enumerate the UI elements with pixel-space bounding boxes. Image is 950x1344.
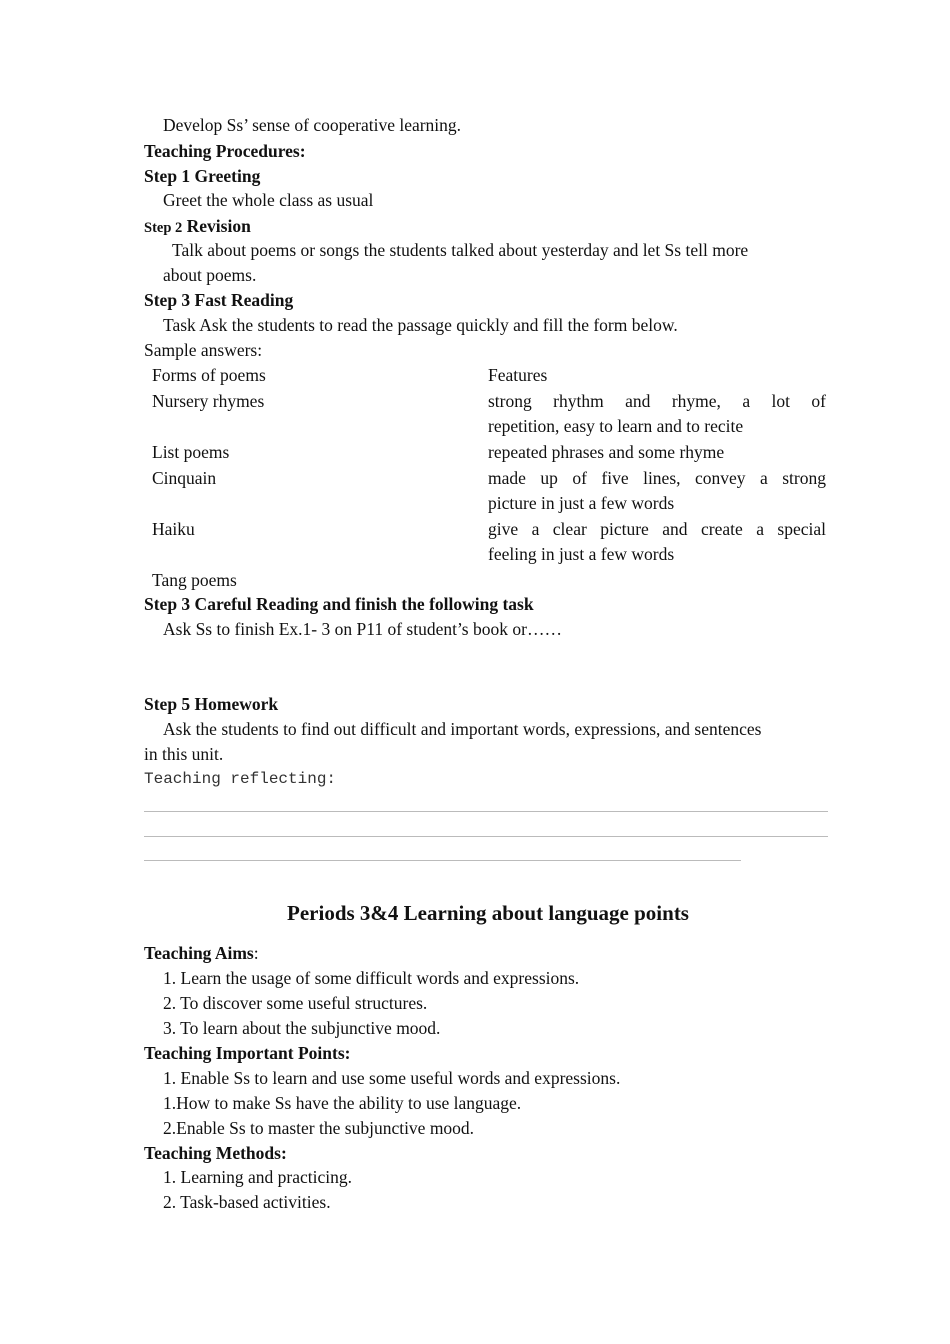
important-point-item: 1. Enable Ss to learn and use some useful words and expressions. bbox=[163, 1068, 621, 1088]
step2-text-line2: about poems. bbox=[163, 265, 257, 285]
step5-heading: Step 5 Homework bbox=[144, 694, 279, 714]
step2-heading-row bbox=[144, 214, 251, 241]
table-cell-feature: strong rhythm and rhyme, a lot of repetition, easy to learn and to recite bbox=[488, 391, 826, 436]
teaching-reflecting-label: Teaching reflecting: bbox=[144, 770, 337, 788]
aims-heading: Teaching Aims bbox=[144, 943, 254, 963]
step2-text-line1: Talk about poems or songs the students talked about yesterday and let Ss tell more bbox=[172, 240, 749, 260]
method-item: 1. Learning and practicing. bbox=[163, 1167, 353, 1187]
method-item: 2. Task-based activities. bbox=[163, 1192, 331, 1212]
table-header-row bbox=[152, 363, 826, 388]
table-cell-feature: made up of five lines, convey a strong picture in just a few words bbox=[488, 468, 826, 513]
aims-heading-row bbox=[144, 941, 259, 966]
table-header-forms: Forms of poems bbox=[152, 365, 266, 385]
step3-heading: Step 3 Fast Reading bbox=[144, 290, 294, 310]
step5-text-line1: Ask the students to find out difficult and important words, expressions, and sentences bbox=[163, 719, 762, 739]
step2-prefix: Step 2 bbox=[144, 220, 183, 236]
reflection-line bbox=[144, 836, 828, 837]
reflection-line bbox=[144, 860, 741, 861]
step1-heading: Step 1 Greeting bbox=[144, 166, 261, 186]
table-cell-form: Nursery rhymes bbox=[152, 391, 265, 411]
careful-reading-text: Ask Ss to finish Ex.1- 3 on P11 of student’s book or…… bbox=[163, 619, 562, 639]
table-row bbox=[152, 466, 826, 516]
important-points-heading: Teaching Important Points: bbox=[144, 1043, 351, 1063]
step1-text: Greet the whole class as usual bbox=[163, 190, 374, 210]
aim-item: 1. Learn the usage of some difficult words and expressions. bbox=[163, 968, 580, 988]
step3-task: Task Ask the students to read the passage quickly and fill the form below. bbox=[163, 315, 678, 335]
table-cell-form: Tang poems bbox=[152, 570, 237, 590]
table-row bbox=[152, 389, 826, 439]
table-row bbox=[152, 517, 826, 567]
aims-colon: : bbox=[253, 943, 259, 963]
table-cell-feature bbox=[488, 568, 826, 593]
important-point-item: 1.How to make Ss have the ability to use language. bbox=[163, 1093, 522, 1113]
important-point-item: 2.Enable Ss to master the subjunctive mood. bbox=[163, 1118, 475, 1138]
table-cell-form: Cinquain bbox=[152, 468, 217, 488]
procedures-heading: Teaching Procedures: bbox=[144, 141, 306, 161]
step2-heading: Revision bbox=[186, 216, 251, 236]
table-cell-feature: give a clear picture and create a special feeling in just a few words bbox=[488, 519, 826, 564]
table-cell-form: Haiku bbox=[152, 519, 195, 539]
aim-item: 2. To discover some useful structures. bbox=[163, 993, 428, 1013]
sample-answers: Sample answers: bbox=[144, 340, 263, 360]
aim-item: 3. To learn about the subjunctive mood. bbox=[163, 1018, 441, 1038]
aim-line: Develop Ss’ sense of cooperative learning. bbox=[163, 115, 462, 135]
section-title: Periods 3&4 Learning about language points bbox=[287, 901, 689, 925]
table-row bbox=[152, 568, 826, 593]
reflection-line bbox=[144, 811, 828, 812]
table-header-features: Features bbox=[488, 365, 548, 385]
table-cell-feature: repeated phrases and some rhyme bbox=[488, 442, 725, 462]
methods-heading: Teaching Methods: bbox=[144, 1143, 287, 1163]
table-cell-form: List poems bbox=[152, 442, 230, 462]
careful-reading-heading: Step 3 Careful Reading and finish the following task bbox=[144, 594, 534, 614]
step5-text-line2: in this unit. bbox=[144, 744, 224, 764]
poem-forms-table bbox=[152, 363, 826, 593]
table-row bbox=[152, 440, 826, 465]
